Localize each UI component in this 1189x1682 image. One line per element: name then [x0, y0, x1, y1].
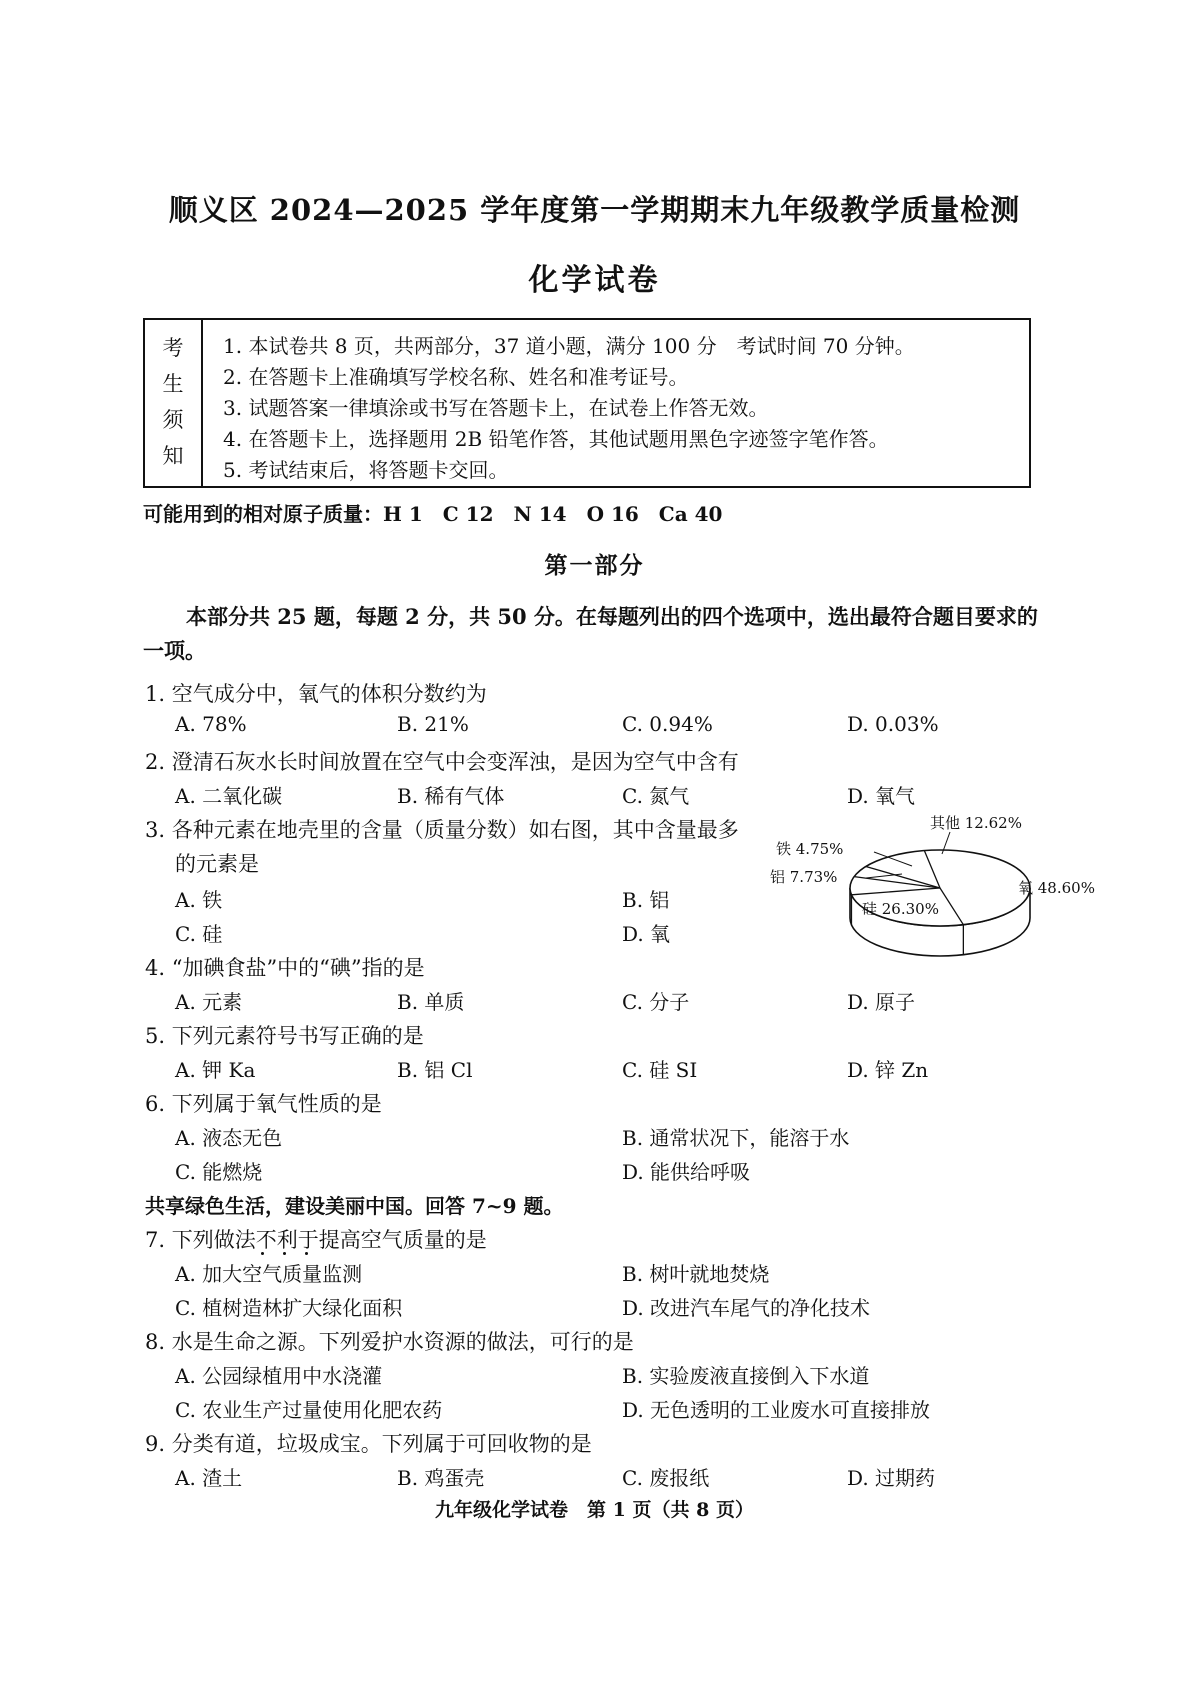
notice-box — [143, 318, 1031, 488]
notice-item: 1. 本试卷共 8 页，共两部分，37 道小题，满分 100 分 考试时间 70 分钟。 — [223, 334, 915, 358]
question-stem: 1. 空气成分中，氧气的体积分数约为 — [145, 682, 487, 706]
option: D. 0.03% — [847, 712, 939, 736]
question-stem: 3. 各种元素在地壳里的含量（质量分数）如右图，其中含量最多 — [145, 818, 739, 842]
option: A. 元素 — [175, 990, 243, 1014]
notice-label-char: 须 — [162, 408, 184, 432]
option: B. 树叶就地焚烧 — [622, 1262, 770, 1286]
notice-item: 3. 试题答案一律填涂或书写在答题卡上，在试卷上作答无效。 — [223, 396, 769, 420]
option: B. 通常状况下，能溶于水 — [622, 1126, 850, 1150]
option: B. 铝 Cl — [397, 1058, 473, 1082]
option: A. 加大空气质量监测 — [175, 1262, 363, 1286]
option: C. 氮气 — [622, 784, 690, 808]
option: C. 硅 SI — [622, 1058, 698, 1082]
page-footer: 九年级化学试卷 第 1 页（共 8 页） — [435, 1499, 754, 1521]
option: B. 稀有气体 — [397, 784, 505, 808]
question-stem: 8. 水是生命之源。下列爱护水资源的做法，可行的是 — [145, 1330, 634, 1354]
option: D. 氧气 — [847, 784, 916, 808]
option: C. 废报纸 — [622, 1466, 710, 1490]
option: B. 21% — [397, 712, 469, 736]
option: A. 液态无色 — [175, 1126, 283, 1150]
option: C. 农业生产过量使用化肥农药 — [175, 1398, 443, 1422]
option: C. 0.94% — [622, 712, 713, 736]
option: D. 能供给呼吸 — [622, 1160, 751, 1184]
exam-subtitle: 化学试卷 — [528, 263, 661, 298]
question-stem: 7. 下列做法不利于提高空气质量的是 — [145, 1228, 487, 1252]
notice-label-char: 考 — [162, 336, 184, 360]
question-stem: 6. 下列属于氧气性质的是 — [145, 1092, 382, 1116]
question-stem: 2. 澄清石灰水长时间放置在空气中会变浑浊，是因为空气中含有 — [145, 750, 739, 774]
notice-item: 5. 考试结束后，将答题卡交回。 — [223, 458, 509, 482]
notice-label-char: 知 — [162, 444, 184, 468]
notice-item: 2. 在答题卡上准确填写学校名称、姓名和准考证号。 — [223, 365, 689, 389]
pie-label-其他: 其他 12.62% — [930, 814, 1022, 832]
emphasis-dot — [305, 1252, 308, 1255]
option: A. 公园绿植用中水浇灌 — [175, 1364, 383, 1388]
option: C. 硅 — [175, 922, 223, 946]
option: D. 原子 — [847, 990, 916, 1014]
atomic-masses: 可能用到的相对原子质量：H 1 C 12 N 14 O 16 Ca 40 — [143, 502, 723, 526]
option: A. 钾 Ka — [175, 1058, 256, 1082]
option: A. 二氧化碳 — [175, 784, 283, 808]
part-title: 第一部分 — [544, 552, 645, 579]
part-instructions: 本部分共 25 题，每题 2 分，共 50 分。在每题列出的四个选项中，选出最符合题目要求的一项。 — [143, 604, 1038, 663]
option: D. 氧 — [622, 922, 671, 946]
option: B. 单质 — [397, 990, 465, 1014]
question-stem: 9. 分类有道，垃圾成宝。下列属于可回收物的是 — [145, 1432, 592, 1456]
question-stem-continued: 的元素是 — [175, 852, 259, 876]
exam-title: 顺义区 2024—2025 学年度第一学期期末九年级教学质量检测 — [168, 193, 1021, 227]
option: B. 实验废液直接倒入下水道 — [622, 1364, 870, 1388]
question-stem: 5. 下列元素符号书写正确的是 — [145, 1024, 424, 1048]
option: A. 渣土 — [175, 1466, 243, 1490]
option: C. 能燃烧 — [175, 1160, 263, 1184]
notice-label-char: 生 — [162, 372, 184, 396]
notice-item: 4. 在答题卡上，选择题用 2B 铅笔作答，其他试题用黑色字迹签字笔作答。 — [223, 427, 889, 451]
option: D. 过期药 — [847, 1466, 936, 1490]
option: B. 铝 — [622, 888, 670, 912]
option: B. 鸡蛋壳 — [397, 1466, 485, 1490]
question-stem: 4. “加碘食盐”中的“碘”指的是 — [145, 956, 425, 980]
emphasis-dot — [283, 1252, 286, 1255]
pie-label-氧: 氧 48.60% — [1018, 879, 1095, 897]
pie-label-硅: 硅 26.30% — [862, 900, 939, 918]
emphasis-dot — [261, 1252, 264, 1255]
option: D. 改进汽车尾气的净化技术 — [622, 1296, 871, 1320]
option: C. 分子 — [622, 990, 690, 1014]
notice-label — [145, 320, 203, 486]
option: D. 无色透明的工业废水可直接排放 — [622, 1398, 931, 1422]
option: A. 78% — [175, 712, 247, 736]
crust-composition-pie-chart — [770, 808, 1095, 968]
option: A. 铁 — [175, 888, 223, 912]
pie-label-铁: 铁 4.75% — [776, 840, 844, 858]
option: D. 锌 Zn — [847, 1058, 929, 1082]
option: C. 植树造林扩大绿化面积 — [175, 1296, 403, 1320]
pie-label-铝: 铝 7.73% — [770, 868, 838, 886]
section-note: 共享绿色生活，建设美丽中国。回答 7~9 题。 — [145, 1194, 564, 1218]
